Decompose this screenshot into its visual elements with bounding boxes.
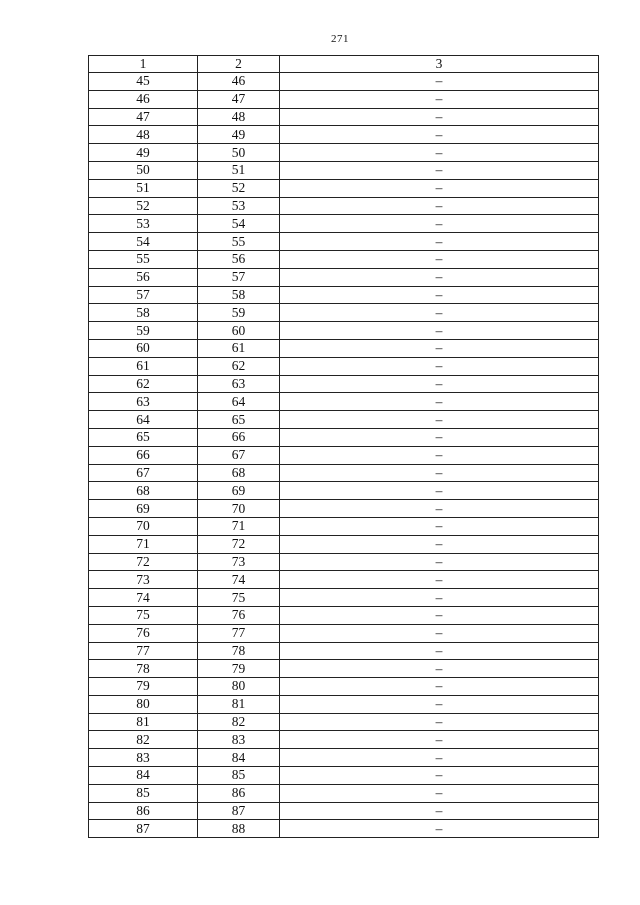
table-cell: 55 [198,233,280,251]
table-cell: – [280,90,599,108]
table-cell: – [280,678,599,696]
table-cell: – [280,233,599,251]
table-cell: 56 [198,250,280,268]
table-cell: 52 [198,179,280,197]
table-cell: 62 [89,375,198,393]
table-cell: 58 [198,286,280,304]
table-cell: 53 [89,215,198,233]
table-cell: – [280,375,599,393]
table-row [89,535,599,553]
table-cell: – [280,339,599,357]
table-cell: 84 [198,749,280,767]
table-cell: – [280,517,599,535]
table-cell: 77 [89,642,198,660]
table-cell: – [280,144,599,162]
table-row [89,233,599,251]
table-row [89,126,599,144]
table-cell: 71 [198,517,280,535]
table-cell: 49 [198,126,280,144]
table-cell: 85 [198,767,280,785]
table-row [89,553,599,571]
table-cell: 61 [89,357,198,375]
table-cell: – [280,553,599,571]
table-cell: 57 [198,268,280,286]
table-row [89,446,599,464]
table-cell: – [280,660,599,678]
table-cell: 68 [198,464,280,482]
table-row [89,250,599,268]
table-cell: 66 [198,428,280,446]
table-cell: 58 [89,304,198,322]
table-cell: 51 [198,161,280,179]
table-cell: 80 [89,695,198,713]
table-cell: 60 [198,322,280,340]
table-row [89,713,599,731]
table-cell: 69 [89,500,198,518]
table-cell: 87 [198,802,280,820]
table-row [89,695,599,713]
table-cell: – [280,713,599,731]
table-row [89,802,599,820]
column-header: 1 [89,56,198,73]
table-row [89,624,599,642]
table-row [89,161,599,179]
table-row [89,642,599,660]
table-cell: – [280,428,599,446]
table-row [89,749,599,767]
table-cell: – [280,446,599,464]
table-cell: 67 [89,464,198,482]
table-row [89,411,599,429]
table-cell: 69 [198,482,280,500]
table-row [89,678,599,696]
table-cell: 68 [89,482,198,500]
table-cell: – [280,393,599,411]
table-row [89,268,599,286]
table-row [89,215,599,233]
table-row [89,90,599,108]
column-header: 2 [198,56,280,73]
table-cell: 67 [198,446,280,464]
table-row [89,322,599,340]
table-cell: – [280,126,599,144]
table-cell: – [280,606,599,624]
table-row [89,784,599,802]
table-cell: – [280,73,599,91]
table-cell: 77 [198,624,280,642]
table-cell: 81 [89,713,198,731]
table-cell: 56 [89,268,198,286]
table-cell: 48 [198,108,280,126]
table-body [89,56,599,838]
table-cell: 49 [89,144,198,162]
table-cell: – [280,624,599,642]
table-cell: 88 [198,820,280,838]
table-cell: 86 [89,802,198,820]
table-row [89,108,599,126]
table-row [89,428,599,446]
table-cell: – [280,357,599,375]
table-row [89,731,599,749]
table-cell: 53 [198,197,280,215]
table-cell: 75 [89,606,198,624]
table-cell: – [280,642,599,660]
table-cell: – [280,731,599,749]
table-row [89,820,599,838]
table-cell: – [280,250,599,268]
table-cell: – [280,482,599,500]
table-cell: 50 [89,161,198,179]
table-cell: – [280,784,599,802]
table-cell: 57 [89,286,198,304]
table-cell: 75 [198,589,280,607]
table-cell: – [280,197,599,215]
table-cell: – [280,322,599,340]
table-row [89,482,599,500]
table-row [89,179,599,197]
table-cell: 64 [89,411,198,429]
table-cell: – [280,215,599,233]
table-cell: 55 [89,250,198,268]
table-cell: 76 [89,624,198,642]
table-cell: 65 [89,428,198,446]
table-row [89,286,599,304]
table-cell: – [280,411,599,429]
table-row [89,144,599,162]
table-cell: – [280,108,599,126]
table-cell: 66 [89,446,198,464]
table-cell: 78 [198,642,280,660]
table-row [89,393,599,411]
table-cell: 80 [198,678,280,696]
table-cell: 79 [89,678,198,696]
table-row [89,73,599,91]
table-cell: 74 [198,571,280,589]
table-cell: – [280,535,599,553]
table-cell: – [280,161,599,179]
data-table [88,55,599,838]
table-cell: 62 [198,357,280,375]
page-number: 271 [331,33,349,45]
table-cell: 70 [89,517,198,535]
table-cell: 51 [89,179,198,197]
table-cell: 73 [198,553,280,571]
column-header: 3 [280,56,599,73]
table-cell: 71 [89,535,198,553]
table-cell: – [280,286,599,304]
table-row [89,197,599,215]
table-row [89,357,599,375]
table-cell: 54 [198,215,280,233]
table-cell: 72 [198,535,280,553]
table-cell: – [280,500,599,518]
table-cell: 48 [89,126,198,144]
table-row [89,304,599,322]
table-cell: – [280,304,599,322]
table-cell: 82 [198,713,280,731]
table-cell: – [280,695,599,713]
table-row [89,606,599,624]
table-cell: 76 [198,606,280,624]
table-cell: 52 [89,197,198,215]
table-cell: – [280,820,599,838]
table-cell: 63 [89,393,198,411]
table-cell: – [280,179,599,197]
table-cell: – [280,749,599,767]
table-cell: – [280,464,599,482]
table-cell: 59 [89,322,198,340]
table-cell: 60 [89,339,198,357]
table-cell: 85 [89,784,198,802]
table-cell: – [280,802,599,820]
table-cell: 72 [89,553,198,571]
table-cell: 82 [89,731,198,749]
table-cell: 83 [198,731,280,749]
table-cell: 78 [89,660,198,678]
table-cell: 74 [89,589,198,607]
table-cell: – [280,767,599,785]
table-cell: – [280,571,599,589]
table-cell: 81 [198,695,280,713]
table-cell: 79 [198,660,280,678]
table-row [89,375,599,393]
table-cell: 54 [89,233,198,251]
table-cell: 46 [89,90,198,108]
table-cell: 87 [89,820,198,838]
table-row [89,571,599,589]
table-cell: 84 [89,767,198,785]
table-cell: 46 [198,73,280,91]
table-cell: 45 [89,73,198,91]
table-header-row [89,56,599,73]
table-cell: 73 [89,571,198,589]
table-row [89,767,599,785]
table-row [89,517,599,535]
table-cell: 83 [89,749,198,767]
table-row [89,339,599,357]
table-cell: – [280,268,599,286]
table-cell: 86 [198,784,280,802]
table-cell: 50 [198,144,280,162]
table-cell: 63 [198,375,280,393]
table-cell: 65 [198,411,280,429]
table-row [89,589,599,607]
table-cell: 47 [89,108,198,126]
table-cell: – [280,589,599,607]
table-cell: 61 [198,339,280,357]
table-cell: 70 [198,500,280,518]
table-row [89,464,599,482]
table-row [89,660,599,678]
table-cell: 64 [198,393,280,411]
table-row [89,500,599,518]
table-cell: 59 [198,304,280,322]
table-cell: 47 [198,90,280,108]
